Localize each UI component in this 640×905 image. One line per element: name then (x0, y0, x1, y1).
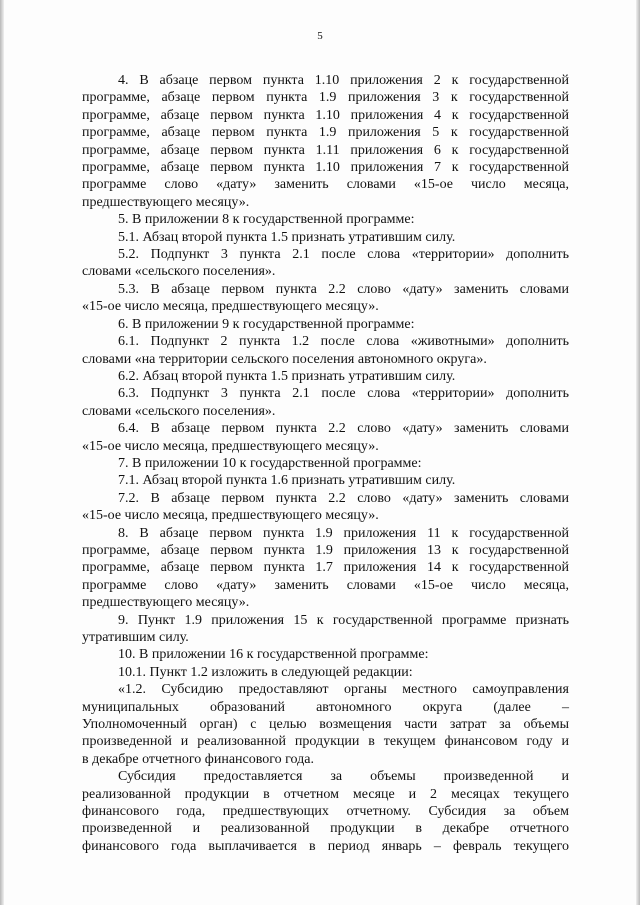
paragraph-line: предшествующего месяцу». (82, 194, 250, 210)
paragraph-line: 7.1. Абзац второй пункта 1.6 признать утратившим силу. (118, 473, 456, 489)
paragraph-line: словами «на территории сельского поселения автономного округа». (82, 351, 487, 367)
paragraph (82, 72, 569, 211)
paragraph (82, 472, 569, 489)
paragraph (82, 229, 569, 246)
paragraph-line: словами «сельского поселения». (82, 403, 276, 419)
paragraph-line: программе, абзаце первом пункта 1.10 приложения 4 к государственной (82, 107, 569, 123)
paragraph-line: произведенной и реализованной продукции в декабре отчетного (82, 821, 569, 837)
paragraph-line: 8. В абзаце первом пункта 1.9 приложения 11 к государственной (118, 525, 569, 541)
paragraph (82, 281, 569, 316)
paragraph-line: программе, абзаце первом пункта 1.7 приложения 14 к государственной (82, 560, 569, 576)
paragraph-line: 5.3. В абзаце первом пункта 2.2 слово «дату» заменить словами (118, 281, 569, 297)
scan-edge-right (636, 0, 640, 905)
scan-edge-left (0, 0, 4, 905)
paragraph-line: программе, абзаце первом пункта 1.9 приложения 3 к государственной (82, 90, 569, 106)
paragraph-line: 10. В приложении 16 к государственной программе: (118, 647, 429, 663)
paragraph-line: «15-ое число месяца, предшествующего месяцу». (82, 438, 379, 454)
paragraph-line: 7. В приложении 10 к государственной программе: (118, 455, 422, 471)
paragraph (82, 385, 569, 420)
paragraph-line: «1.2. Субсидию предоставляют органы местного самоуправления (118, 682, 569, 698)
paragraph-line: программе, абзаце первом пункта 1.10 приложения 7 к государственной (82, 160, 569, 176)
document-body (82, 72, 569, 855)
paragraph-line: Уполномоченный орган) с целью возмещения части затрат за объемы (82, 717, 569, 733)
paragraph (82, 681, 569, 768)
paragraph-line: 9. Пункт 1.9 приложения 15 к государственной программе признать (118, 612, 569, 628)
paragraph-line: программе слово «дату» заменить словами «15-ое число месяца, (82, 577, 569, 593)
paragraph (82, 420, 569, 455)
paragraph (82, 246, 569, 281)
paragraph (82, 664, 569, 681)
paragraph-line: 10.1. Пункт 1.2 изложить в следующей редакции: (118, 664, 413, 680)
paragraph (82, 368, 569, 385)
paragraph-line: 6.4. В абзаце первом пункта 2.2 слово «дату» заменить словами (118, 421, 569, 437)
page-number: 5 (317, 30, 323, 42)
paragraph-line: 7.2. В абзаце первом пункта 2.2 слово «дату» заменить словами (118, 490, 569, 506)
paragraph (82, 316, 569, 333)
paragraph (82, 490, 569, 525)
paragraph-line: программе, абзаце первом пункта 1.11 приложения 6 к государственной (82, 142, 569, 158)
paragraph-line: программе слово «дату» заменить словами «15-ое число месяца, (82, 177, 569, 193)
paragraph (82, 646, 569, 663)
paragraph-line: словами «сельского поселения». (82, 264, 276, 280)
paragraph-line: предшествующего месяцу». (82, 595, 250, 611)
paragraph (82, 211, 569, 228)
paragraph-line: 5.1. Абзац второй пункта 1.5 признать утратившим силу. (118, 229, 456, 245)
paragraph-line: муниципальных образований автономного округа (далее – (82, 699, 569, 715)
paragraph-line: финансового года, предшествующих отчетному. Субсидия за объем (82, 804, 569, 820)
paragraph-line: 6.1. Подпункт 2 пункта 1.2 после слова «животными» дополнить (118, 334, 569, 350)
paragraph (82, 455, 569, 472)
paragraph-line: «15-ое число месяца, предшествующего месяцу». (82, 299, 379, 315)
paragraph-line: 5.2. Подпункт 3 пункта 2.1 после слова «территории» дополнить (118, 247, 569, 263)
paragraph-line: программе, абзаце первом пункта 1.9 приложения 5 к государственной (82, 125, 569, 141)
paragraph (82, 333, 569, 368)
paragraph-line: 6.2. Абзац второй пункта 1.5 признать утратившим силу. (118, 368, 456, 384)
paragraph-line: 6. В приложении 9 к государственной программе: (118, 316, 415, 332)
paragraph-line: финансового года выплачивается в период январь – февраль текущего (82, 838, 569, 854)
paragraph-line: 5. В приложении 8 к государственной программе: (118, 212, 415, 228)
paragraph-line: утратившим силу. (82, 630, 189, 645)
paragraph-line: реализованной продукции в отчетном месяце и 2 месяцах текущего (82, 786, 569, 802)
paragraph-line: Субсидия предоставляется за объемы произведенной и (118, 769, 569, 785)
paragraph-line: в декабре отчетного финансового года. (82, 751, 314, 767)
paragraph-line: 6.3. Подпункт 3 пункта 2.1 после слова «территории» дополнить (118, 386, 569, 402)
paragraph-line: 4. В абзаце первом пункта 1.10 приложения 2 к государственной (118, 73, 569, 88)
paragraph-line: «15-ое число месяца, предшествующего месяцу». (82, 508, 379, 524)
paragraph-line: программе, абзаце первом пункта 1.9 приложения 13 к государственной (82, 542, 569, 558)
paragraph (82, 525, 569, 612)
paragraph-line: произведенной и реализованной продукции в текущем финансовом году и (82, 734, 569, 750)
paragraph (82, 768, 569, 855)
paragraph (82, 612, 569, 647)
